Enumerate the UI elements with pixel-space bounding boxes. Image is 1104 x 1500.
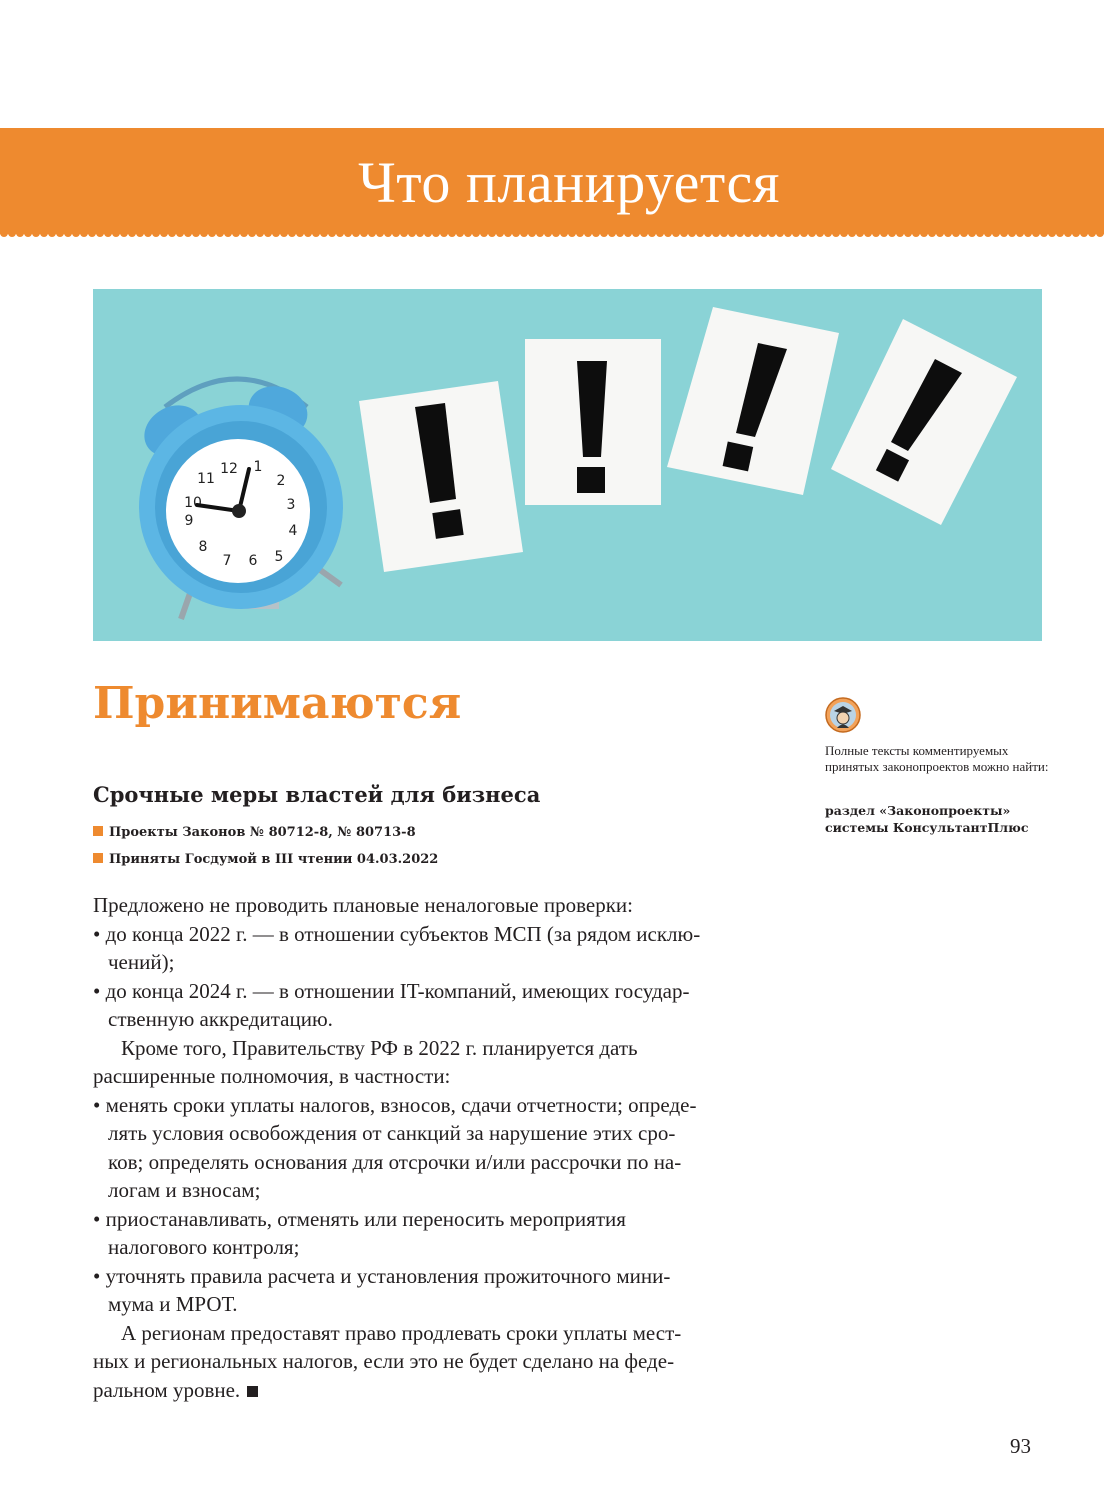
body-line: • менять сроки уплаты налогов, взносов, сдачи отчетности; опреде- bbox=[93, 1092, 697, 1117]
body-line: чений); bbox=[108, 950, 175, 974]
end-of-article-mark bbox=[247, 1386, 258, 1397]
banner-scalloped-edge bbox=[0, 230, 1104, 240]
alarm-clock-icon bbox=[135, 378, 343, 619]
sidebar-note: Полные тексты комментируемых принятых законопроектов можно найти: bbox=[825, 743, 1049, 774]
body-line: • уточнять правила расчета и установления прожиточного мини- bbox=[93, 1263, 671, 1288]
body-line: • до конца 2022 г. — в отношении субъектов МСП (за рядом исклю- bbox=[93, 921, 701, 946]
sidebar-reference: раздел «Законопроекты» системы КонсультантПлюс bbox=[825, 803, 1029, 835]
hero-photo bbox=[93, 289, 1042, 641]
consultant-mascot-icon bbox=[825, 697, 861, 733]
exclamation-card-4 bbox=[831, 319, 1017, 525]
clock-number: 8 bbox=[198, 539, 208, 555]
body-line: расширенные полномочия, в частности: bbox=[93, 1064, 451, 1088]
body-line: лять условия освобождения от санкций за нарушение этих сро- bbox=[108, 1121, 676, 1145]
article-title: Срочные меры властей для бизнеса bbox=[93, 782, 541, 807]
orange-square-bullet bbox=[93, 826, 103, 836]
clock-number: 11 bbox=[197, 471, 215, 487]
article-body bbox=[93, 891, 783, 1404]
body-line: мума и МРОТ. bbox=[108, 1292, 238, 1316]
body-line: ных и региональных налогов, если это не будет сделано на феде- bbox=[93, 1349, 675, 1373]
body-line: ков; определять основания для отсрочки и/или рассрочки по на- bbox=[108, 1149, 682, 1174]
body-line: ральном уровне. bbox=[93, 1376, 783, 1405]
meta-item: Приняты Госдумой в III чтении 04.03.2022 bbox=[93, 851, 438, 869]
clock-number: 7 bbox=[222, 553, 232, 569]
body-line: Предложено не проводить плановые неналоговые проверки: bbox=[93, 893, 634, 917]
clock-number: 10 bbox=[184, 495, 202, 511]
body-line: • до конца 2024 г. — в отношении IT-компаний, имеющих государ- bbox=[93, 978, 690, 1003]
body-line: ственную аккредитацию. bbox=[108, 1007, 333, 1031]
exclamation-card-3 bbox=[667, 307, 839, 495]
page-number: 93 bbox=[1010, 1434, 1031, 1458]
body-line: логам и взносам; bbox=[108, 1178, 261, 1202]
clock-number: 9 bbox=[184, 513, 194, 529]
meta-item: Проекты Законов № 80712-8, № 80713-8 bbox=[93, 824, 416, 842]
exclamation-card-1 bbox=[359, 381, 523, 572]
banner-title: Что планируется bbox=[358, 150, 780, 215]
section-title: Принимаются bbox=[93, 678, 462, 729]
body-line: А регионам предоставят право продлевать сроки уплаты мест- bbox=[121, 1320, 682, 1345]
clock-number: 12 bbox=[220, 461, 238, 477]
exclamation-card-2 bbox=[525, 339, 661, 505]
body-line: Кроме того, Правительству РФ в 2022 г. планируется дать bbox=[121, 1035, 638, 1060]
body-line: • приостанавливать, отменять или переносить мероприятия bbox=[93, 1206, 626, 1231]
clock-number: 1 bbox=[253, 459, 263, 475]
clock-number: 6 bbox=[248, 553, 258, 569]
orange-square-bullet bbox=[93, 853, 103, 863]
clock-number: 4 bbox=[288, 523, 298, 539]
clock-number: 2 bbox=[276, 473, 286, 489]
clock-number: 3 bbox=[286, 497, 296, 513]
clock-number: 5 bbox=[274, 549, 284, 565]
body-line: налогового контроля; bbox=[108, 1235, 300, 1259]
